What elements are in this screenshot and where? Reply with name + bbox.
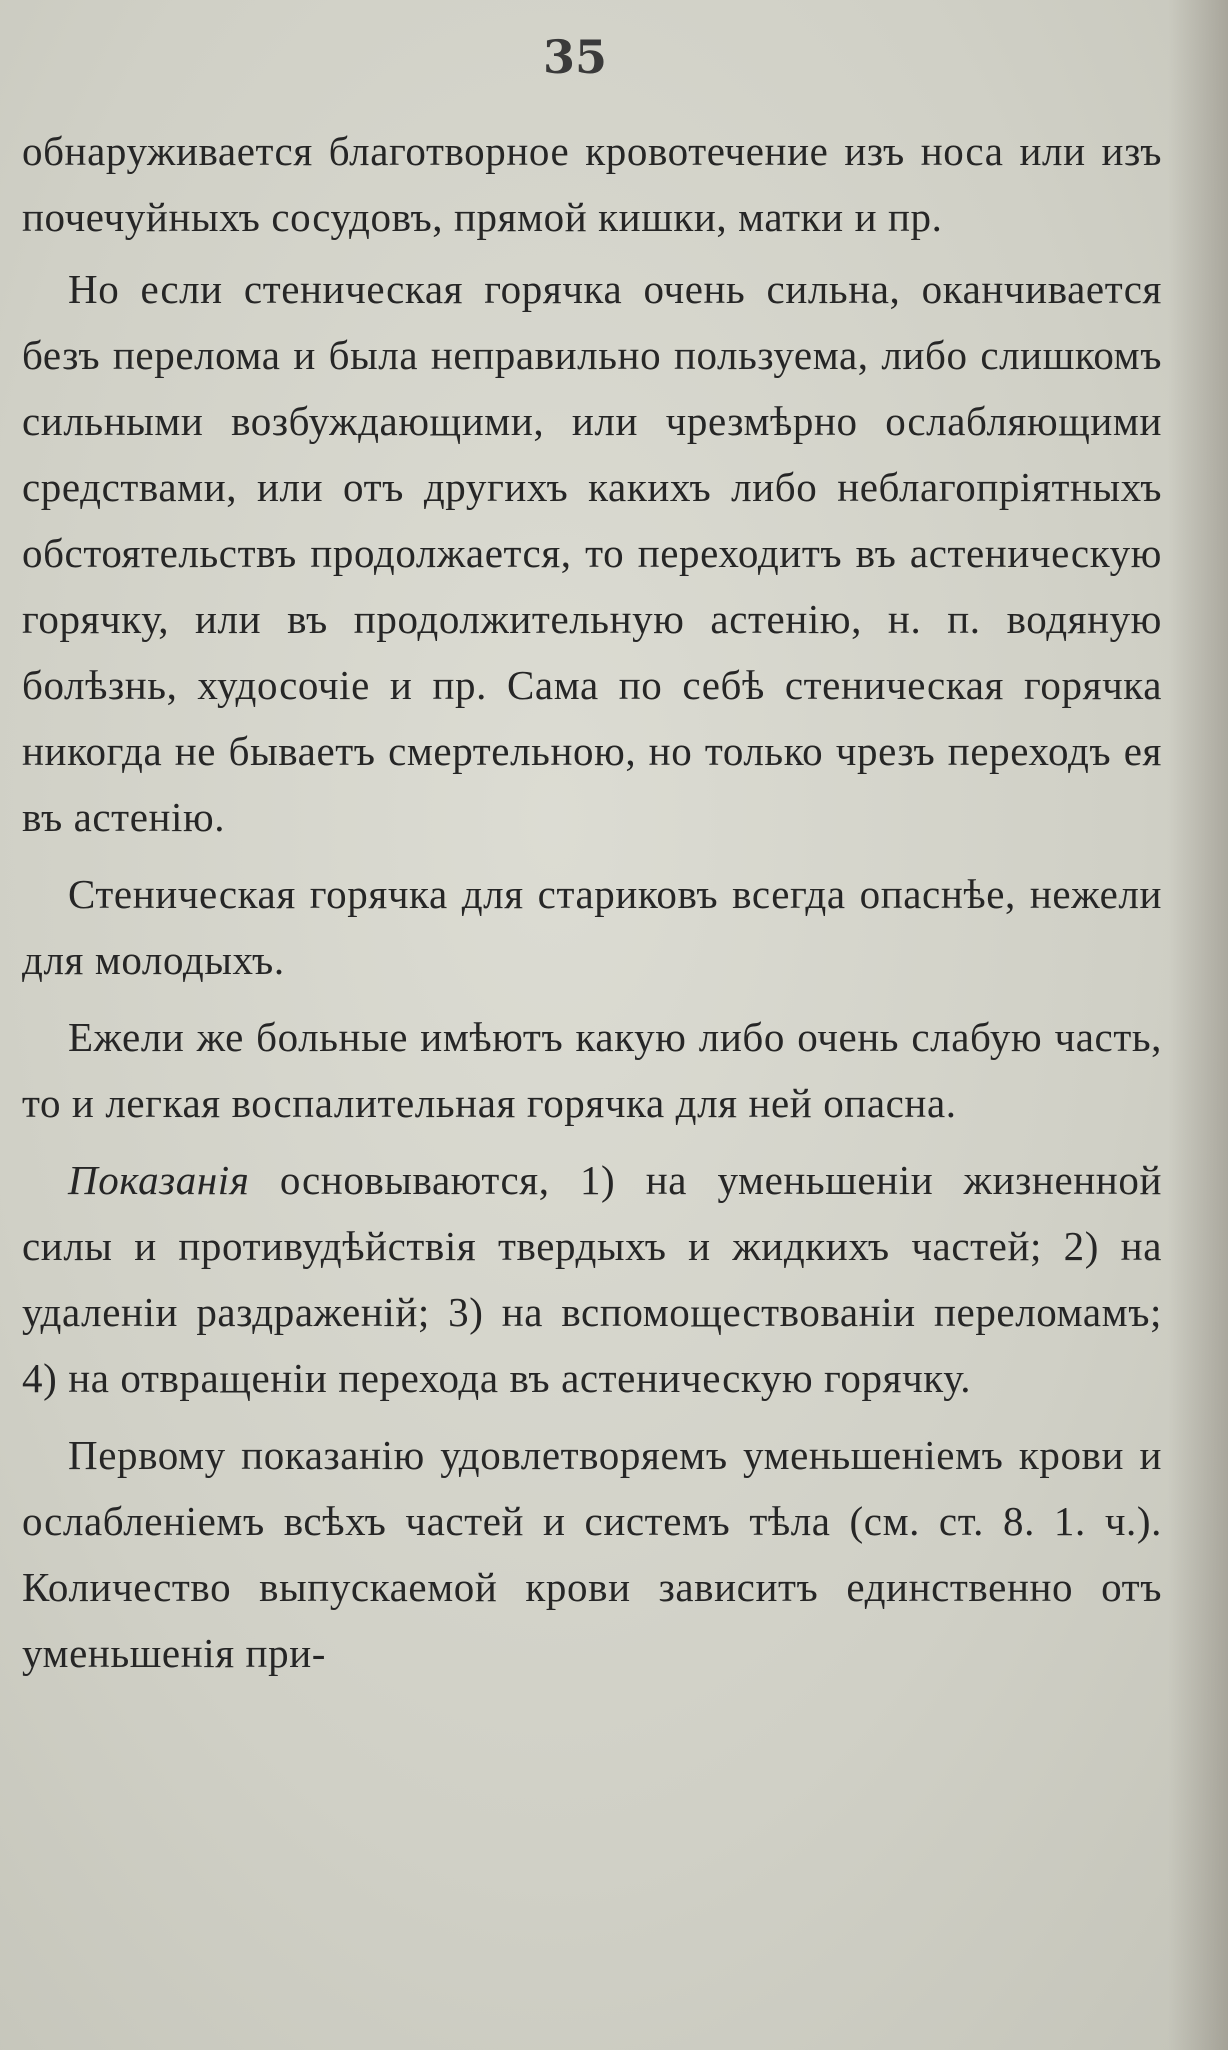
page-number: 35: [542, 30, 607, 84]
indications-text: основываются, 1) на уменьшеніи жизненной силы и противудѣйствія твердыхъ и жидкихъ частей; 2) на удаленіи раздраженій; 3) на вспомоществованіи переломамъ; 4) на отвращеніи перехода въ астеническую горячку.: [22, 1157, 1162, 1401]
paragraph-first-indication: Первому показанію удовлетворяемъ уменьшеніемъ крови и ослабленіемъ всѣхъ частей и системъ тѣла (см. ст. 8. 1. ч.). Количество выпускаемой крови зависитъ единственно отъ уменьшенія при-: [22, 1432, 1162, 1676]
paragraph-continuation: обнаруживается благотворное кровотечение изъ носа или изъ почечуйныхъ сосудовъ, прямой кишки, матки и пр.: [22, 128, 1162, 240]
paragraph-indications: [22, 1147, 1162, 1411]
indications-term: Показанія: [68, 1157, 250, 1203]
paragraph-elderly-danger: Стеническая горячка для стариковъ всегда опаснѣе, нежели для молодыхъ.: [22, 871, 1162, 983]
paragraph-weak-part: Ежели же больные имѣютъ какую либо очень слабую часть, то и легкая воспалительная горячка для ней опасна.: [22, 1014, 1162, 1126]
paragraph-sthenic-fever-outcome: Но если стеническая горячка очень сильна, оканчивается безъ перелома и была неправильно пользуема, либо слишкомъ сильными возбуждающими, или чрезмѣрно ослабляющими средствами, или отъ другихъ какихъ либо неблагопріятныхъ обстоятельствъ продолжается, то переходитъ въ астеническую горячку, или въ продолжительную астенію, н. п. водяную болѣзнь, худосочіе и пр. Сама по себѣ стеническая горячка никогда не бываетъ смертельною, но только чрезъ переходъ ея въ астенію.: [22, 266, 1162, 840]
page-edge-shadow: [1168, 0, 1228, 2050]
page-body: [22, 118, 1162, 1697]
